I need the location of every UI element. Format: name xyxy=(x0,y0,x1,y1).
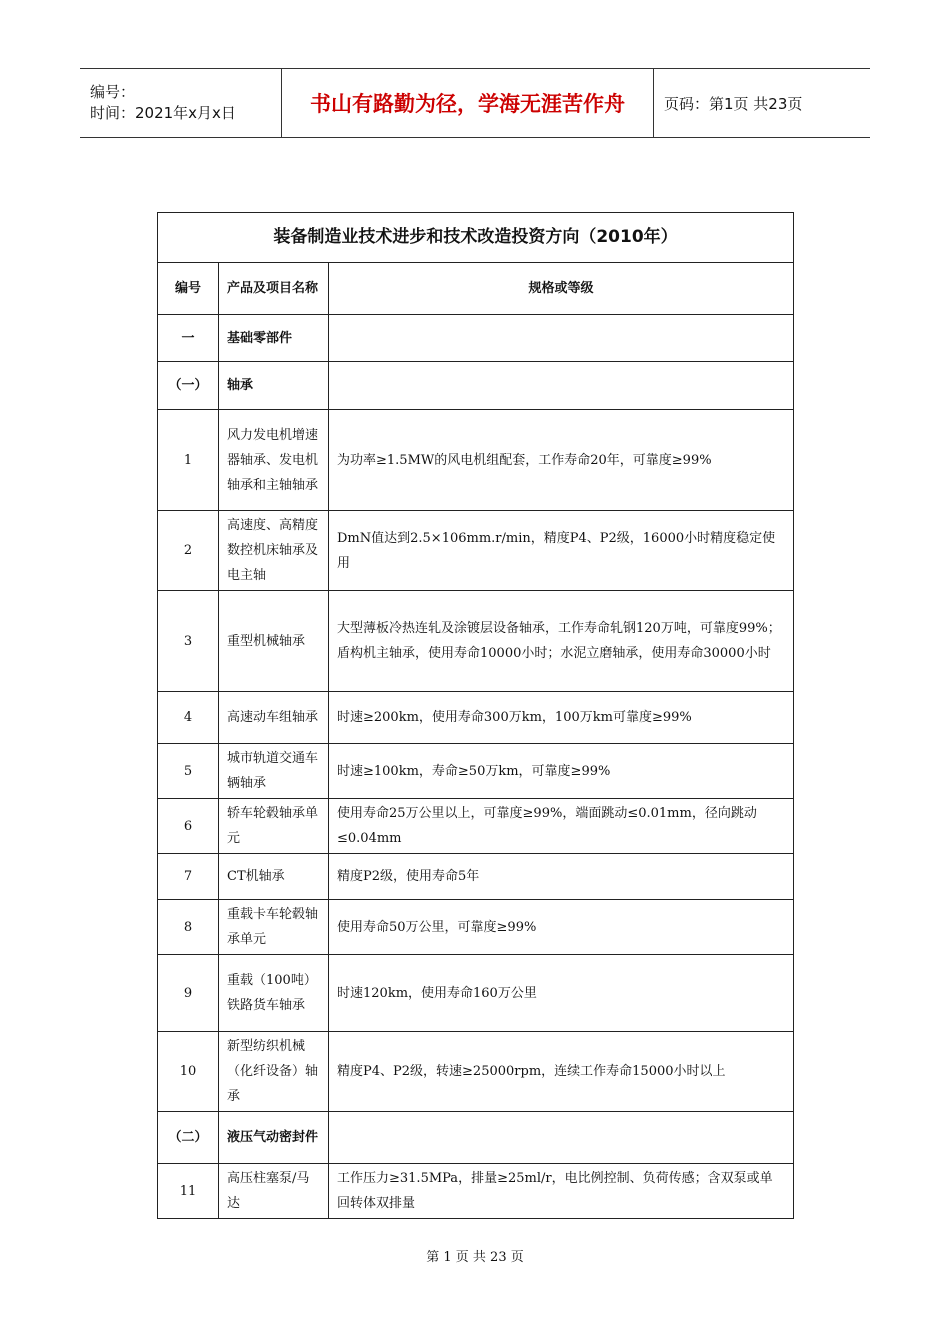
table-row xyxy=(158,362,794,410)
row-spec: 精度P4、P2级，转速≥25000rpm，连续工作寿命15000小时以上 xyxy=(329,1032,794,1112)
header-page-info: 页码：第1页 共23页 xyxy=(664,94,803,113)
row-name: 重载（100吨）铁路货车轴承 xyxy=(219,955,329,1032)
table-row xyxy=(158,1112,794,1164)
row-spec: 使用寿命50万公里，可靠度≥99% xyxy=(329,900,794,955)
table-row xyxy=(158,692,794,744)
row-spec xyxy=(329,362,794,410)
row-name: 轿车轮毂轴承单元 xyxy=(219,799,329,854)
row-spec: 时速120km，使用寿命160万公里 xyxy=(329,955,794,1032)
header-number-label: 编号： xyxy=(90,83,136,101)
table-row xyxy=(158,591,794,692)
table-row xyxy=(158,410,794,511)
header-spec: 规格或等级 xyxy=(329,263,794,315)
row-number: 10 xyxy=(158,1032,219,1112)
header-product-name: 产品及项目名称 xyxy=(219,263,329,315)
page-header xyxy=(80,68,870,138)
table-row xyxy=(158,854,794,900)
row-spec: 工作压力≥31.5MPa，排量≥25ml/r，电比例控制、负荷传感；含双泵或单回转体双排量 xyxy=(329,1164,794,1219)
row-spec xyxy=(329,1112,794,1164)
table-row xyxy=(158,511,794,591)
row-spec: 大型薄板冷热连轧及涂镀层设备轴承，工作寿命轧钢120万吨，可靠度99%； 盾构机主轴承，使用寿命10000小时；水泥立磨轴承，使用寿命30000小时 xyxy=(329,591,794,692)
table-row xyxy=(158,900,794,955)
row-number: 11 xyxy=(158,1164,219,1219)
row-number: 4 xyxy=(158,692,219,744)
table-row xyxy=(158,1032,794,1112)
row-spec: 精度P2级，使用寿命5年 xyxy=(329,854,794,900)
row-name: 高速动车组轴承 xyxy=(219,692,329,744)
row-name: 高压柱塞泵/马达 xyxy=(219,1164,329,1219)
row-number: 2 xyxy=(158,511,219,591)
table-header-row xyxy=(158,263,794,315)
row-name: 重载卡车轮毂轴承单元 xyxy=(219,900,329,955)
row-number: 6 xyxy=(158,799,219,854)
header-time-label: 时间：2021年x月x日 xyxy=(90,104,236,122)
row-spec: 为功率≥1.5MW的风电机组配套，工作寿命20年，可靠度≥99% xyxy=(329,410,794,511)
row-name: 新型纺织机械（化纤设备）轴承 xyxy=(219,1032,329,1112)
row-name: 风力发电机增速器轴承、发电机轴承和主轴轴承 xyxy=(219,410,329,511)
row-number: 9 xyxy=(158,955,219,1032)
table-row xyxy=(158,1164,794,1219)
investment-table-wrapper xyxy=(157,212,793,1219)
row-number: 8 xyxy=(158,900,219,955)
header-number: 编号 xyxy=(158,263,219,315)
table-row xyxy=(158,744,794,799)
row-number: （一） xyxy=(158,362,219,410)
row-name: CT机轴承 xyxy=(219,854,329,900)
row-name: 基础零部件 xyxy=(219,315,329,362)
row-name: 重型机械轴承 xyxy=(219,591,329,692)
row-number: 3 xyxy=(158,591,219,692)
header-meta xyxy=(80,69,282,137)
header-motto: 书山有路勤为径，学海无涯苦作舟 xyxy=(282,69,654,137)
row-number: 5 xyxy=(158,744,219,799)
row-number: （二） xyxy=(158,1112,219,1164)
row-spec: 使用寿命25万公里以上，可靠度≥99%，端面跳动≤0.01mm，径向跳动≤0.04mm xyxy=(329,799,794,854)
row-number: 一 xyxy=(158,315,219,362)
row-number: 1 xyxy=(158,410,219,511)
page-footer: 第 1 页 共 23 页 xyxy=(426,1250,524,1265)
row-name: 高速度、高精度数控机床轴承及电主轴 xyxy=(219,511,329,591)
row-name: 轴承 xyxy=(219,362,329,410)
row-spec: DmN值达到2.5×106mm.r/min，精度P4、P2级，16000小时精度稳定使用 xyxy=(329,511,794,591)
row-spec xyxy=(329,315,794,362)
row-spec: 时速≥100km，寿命≥50万km，可靠度≥99% xyxy=(329,744,794,799)
row-number: 7 xyxy=(158,854,219,900)
table-title-row xyxy=(158,213,794,263)
row-spec: 时速≥200km，使用寿命300万km，100万km可靠度≥99% xyxy=(329,692,794,744)
table-row xyxy=(158,315,794,362)
row-name: 液压气动密封件 xyxy=(219,1112,329,1164)
investment-table xyxy=(157,212,794,1219)
table-title: 装备制造业技术进步和技术改造投资方向（2010年） xyxy=(158,213,794,263)
table-row xyxy=(158,955,794,1032)
row-name: 城市轨道交通车辆轴承 xyxy=(219,744,329,799)
table-row xyxy=(158,799,794,854)
